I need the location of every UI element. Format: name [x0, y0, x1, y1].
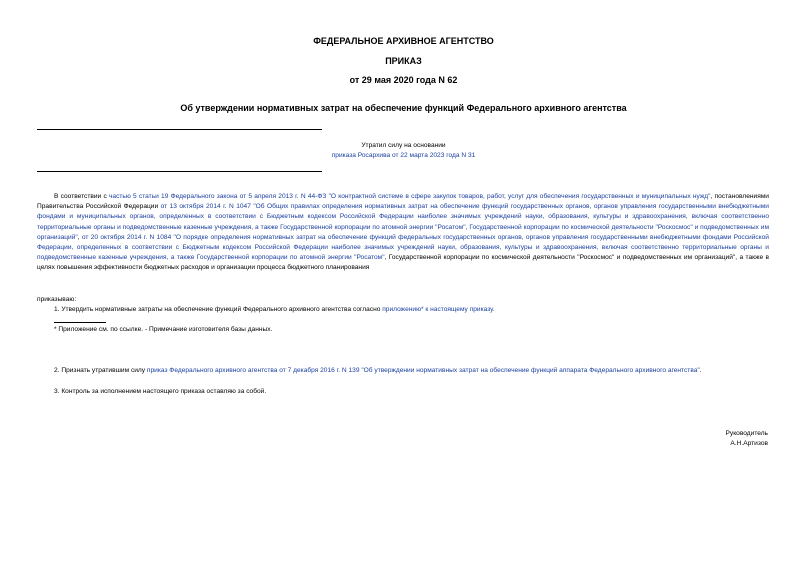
appendix-link[interactable]: приложению [382, 306, 422, 313]
preamble-text-2: , постановлениями Правительства Российской Федерации [37, 193, 769, 211]
preamble-text-1: В соответствии с [54, 193, 109, 200]
item-2 [54, 366, 702, 376]
law-44fz-link[interactable]: частью 5 статьи 19 Федерального закона от 5 апреля 2013 г. N 44-ФЗ "О контрактной системе в сфере закупок товаров, работ, услуг для обеспечения государственных и муниципальных нужд" [108, 193, 711, 200]
order-139-link[interactable]: приказ Федерального архивного агентства от 7 декабря 2016 г. N 139 "Об утверждении нормативных затрат на обеспечение функций аппарата Федерального архивного агентства" [146, 367, 700, 374]
footnote-divider [54, 322, 106, 323]
signature-name: А.Н.Артизов [730, 440, 768, 447]
status-note-line1: Утратил силу на основании [361, 142, 446, 149]
item-1-text: 1. Утвердить нормативные затраты на обеспечение функций Федерального архивного агентства согласно [54, 306, 383, 313]
decree-1084-link[interactable]: от 20 октября 2014 г. N 1084 "О порядке определения нормативных затрат на обеспечение функций федеральных государственных органов, органов управления государственными внебюджетными фондами Российской Федерации, определенных в соответствии с Бюджетным кодексом Российской Федерации наиболее значимых учреждений науки, образования, культуры и здравоохранения, включая соответственно территориальные органы и подведомственные казенные учреждения, а также Государственной корпорации по атомной энергии "Росатом" [37, 233, 769, 262]
document-type: ПРИКАЗ [385, 56, 422, 66]
agency-name: ФЕДЕРАЛЬНОЕ АРХИВНОЕ АГЕНТСТВО [313, 36, 494, 46]
item-2-text: 2. Признать утратившим силу [54, 367, 147, 374]
item-1 [54, 305, 495, 315]
signature-position: Руководитель [725, 430, 768, 437]
item-3: 3. Контроль за исполнением настоящего приказа оставляю за собой. [54, 388, 267, 395]
item-1-tail: * к настоящему приказу. [421, 306, 495, 313]
document-title: Об утверждении нормативных затрат на обеспечение функций Федерального архивного агентства [180, 103, 627, 113]
preamble-text-4: , Государственной корпорации по космической деятельности "Роскосмос" и подведомственных им организаций", а также в целях повышения эффективности бюджетных расходов и организации процесса бюджетного планирования [37, 254, 769, 272]
item-2-tail: . [699, 367, 702, 374]
order-word: приказываю: [37, 296, 77, 303]
bottom-divider [37, 171, 322, 172]
decree-1047-link[interactable]: от 13 октября 2014 г. N 1047 "Об Общих правилах определения нормативных затрат на обеспечение функций государственных органов, органов управления государственными внебюджетными фондами и муниципальных органов, определенных в соответствии с Бюджетным кодексом Российской Федерации наиболее значимых учреждений науки, образования, культуры и здравоохранения, включая соответственно территориальные органы и подведомственные казенные учреждения, а также Государственной корпорации по атомной энергии "Росатом", Государственной корпорации по космической деятельности "Роскосмос" и подведомственных им организаций" [37, 203, 769, 241]
preamble-text-3: , [77, 233, 82, 241]
top-divider [37, 129, 322, 130]
status-note-link[interactable]: приказа Росархива от 22 марта 2023 года N 31 [331, 152, 476, 159]
footnote: * Приложение см. по ссылке. - Примечание изготовителя базы данных. [54, 326, 273, 333]
document-date-number: от 29 мая 2020 года N 62 [349, 75, 458, 85]
preamble-paragraph [37, 192, 769, 274]
